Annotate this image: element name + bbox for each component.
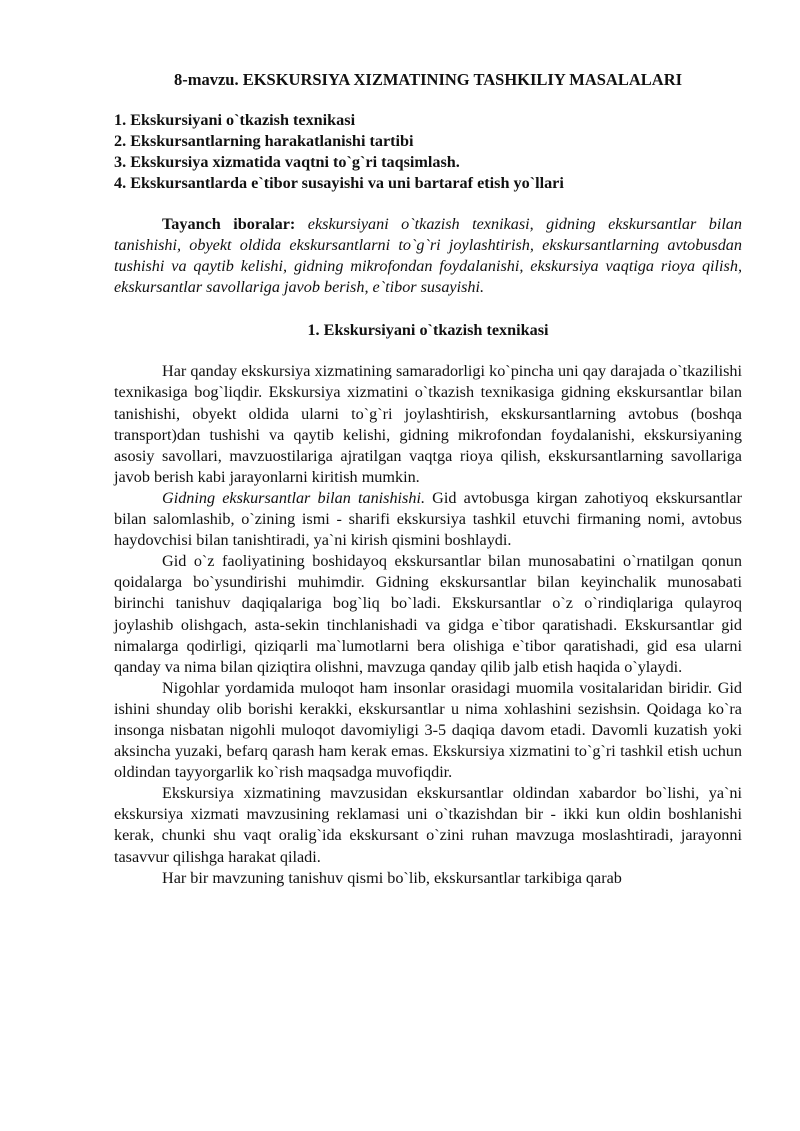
outline-item: 4. Ekskursantlarda e`tibor susayishi va uni bartaraf etish yo`llari (114, 174, 564, 192)
body-paragraph (114, 488, 742, 551)
body-paragraph: Har qanday ekskursiya xizmatining samaradorligi ko`pincha uni qay darajada o`tkazilishi texnikasiga bog`liqdir. Ekskursiya xizmatini o`tkazish texnikasiga gidning ekskursantlar bilan tanishishi, obyekt oldida ularni to`g`ri joylashtirish, ekskursantlarning avtobus (boshqa transport)dan tushishi va qaytib kelishi, gidning mikrofondan foydalanishi, ekskursiyaning asosiy savollari, mavzuostilariga ajratilgan vaqtga rioya qilish, ekskursantlarning savollariga javob berish kabi jarayonlarni kiritish mumkin. (114, 362, 742, 486)
body-paragraph: Har bir mavzuning tanishuv qismi bo`lib, ekskursantlar tarkibiga qarab (162, 868, 622, 887)
keywords-text: ekskursiyani o`tkazish texnikasi, gidning ekskursantlar bilan tanishishi, obyekt oldida ekskursantlarni to`g`ri joylashtirish, ekskursantlarning avtobusdan tushishi va qaytib kelishi, gidning mikrofondan foydalanishi, ekskursiya vaqtiga rioya qilish, ekskursantlar savollariga javob berish, e`tibor susayishi. (114, 215, 742, 297)
document-page (114, 70, 742, 889)
paragraph-text: Gid avtobusga kirgan zahotiyoq ekskursantlar bilan salomlashib, o`zining ismi - sharifi ekskursiya tashkil etuvchi firmaning nomi, avtobus haydovchisi bilan tanishtiradi, ya`ni kirish qismini boshlaydi. (114, 488, 742, 550)
section-heading: 1. Ekskursiyani o`tkazish texnikasi (307, 321, 549, 340)
outline-item: 2. Ekskursantlarning harakatlanishi tartibi (114, 132, 414, 150)
body-paragraph: Nigohlar yordamida muloqot ham insonlar orasidagi muomila vositalaridan biridir. Gid ishini shunday olib borishi kerakki, ekskursantlar u nima xohlashini sezishsin. Qoidaga ko`ra insonga nisbatan nigohli muloqot davomiyligi 3-5 daqiqa davom etadi. Davomli kuzatish yoki aksincha yuzaki, befarq qarash ham kerak emas. Ekskursiya xizmatini to`g`ri tashkil etish uchun oldindan tayyorgarlik ko`rish maqsadga muvofiqdir. (114, 678, 742, 782)
keywords-label: Tayanch iboralar: (162, 215, 296, 233)
body-paragraph: Ekskursiya xizmatining mavzusidan ekskursantlar oldindan xabardor bo`lishi, ya`ni ekskursiya xizmati mavzusining reklamasi uni o`tkazishdan bir - ikki kun oldin boshlanishi kerak, chunki shu vaqt oralig`ida ekskursant o`zini ruhan mavzuga moslashtiradi, jarayonni tasavvur qilishga harakat qiladi. (114, 784, 742, 866)
keywords-paragraph (114, 214, 742, 298)
body-paragraph: Gid o`z faoliyatining boshidayoq ekskursantlar bilan munosabatini o`rnatilgan qonun qoidalarga bo`ysundirishi muhimdir. Gidning ekskursantlar bilan keyinchalik munosabati birinchi tanishuv daqiqalariga bog`liq bo`ladi. Ekskursantlar o`z o`rindiqlariga qulayroq joylashib olishgach, asta-sekin tinchlanishadi va gidga e`tibor qaratishadi. Ekskursantlar gid nimalarga qodirligi, qiziqarli ma`lumotlarni bera olishiga e`tibor qaratishadi, gid esa ularni qanday va nima bilan qiziqtira olishni, mavzuga qanday qilib jalb etish haqida o`ylaydi. (114, 552, 742, 676)
outline-item: 3. Ekskursiya xizmatida vaqtni to`g`ri taqsimlash. (114, 153, 460, 171)
paragraph-lead: Gidning ekskursantlar bilan tanishishi. (162, 488, 425, 507)
document-title: 8-mavzu. EKSKURSIYA XIZMATINING TASHKILIY MASALALARI (173, 70, 683, 89)
outline-item: 1. Ekskursiyani o`tkazish texnikasi (114, 111, 356, 129)
topic-outline (114, 110, 742, 194)
